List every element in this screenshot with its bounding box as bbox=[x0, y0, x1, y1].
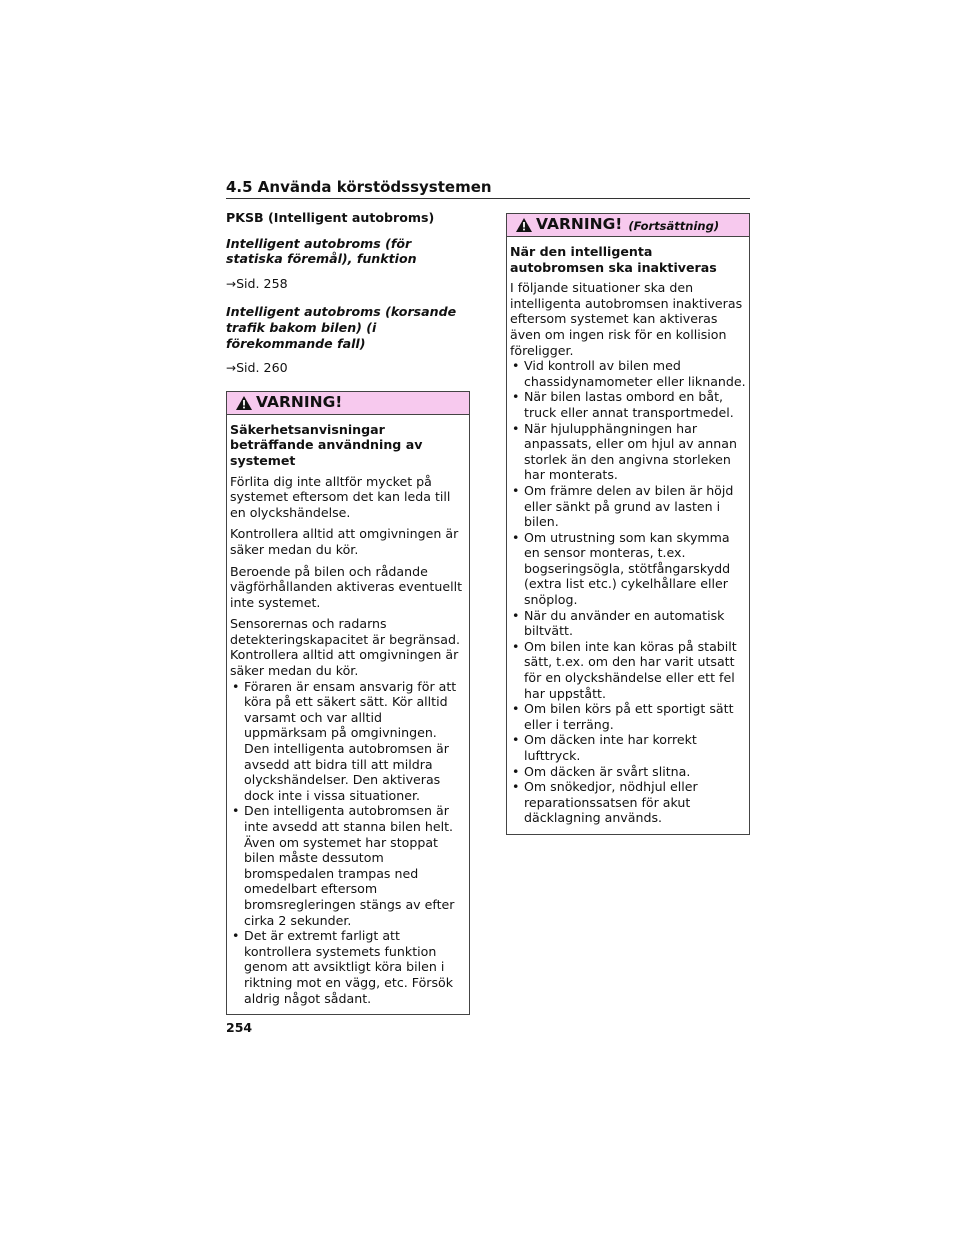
bullet-icon: • bbox=[512, 389, 520, 405]
arrow-right-icon: → bbox=[226, 361, 237, 376]
bullet-icon: • bbox=[232, 803, 240, 819]
list-item: • Om däcken är svårt slitna. bbox=[512, 763, 691, 779]
right-column bbox=[506, 213, 750, 835]
feature-title-static: Intelligent autobroms (för statiska föremål), funktion bbox=[226, 235, 417, 267]
feature-title-cross-traffic: Intelligent autobroms (korsande trafik bakom bilen) (i förekommande fall) bbox=[226, 304, 457, 351]
bullet-icon: • bbox=[512, 358, 520, 374]
list-item: • När bilen lastas ombord en båt, truck eller annat transportmedel. bbox=[512, 389, 734, 420]
bullet-icon: • bbox=[232, 928, 240, 944]
warning-box bbox=[226, 391, 470, 1015]
bullet-icon: • bbox=[512, 638, 520, 654]
bullet-icon: • bbox=[512, 607, 520, 623]
list-item: • Om utrustning som kan skymma en sensor monteras, t.ex. bogseringsögla, stötfångarskydd (extra list etc.) cykelhållare eller snöplog. bbox=[512, 529, 731, 608]
warning-triangle-icon bbox=[235, 395, 253, 411]
left-column bbox=[226, 210, 470, 1015]
section-header: 4.5 Använda körstödssystemen bbox=[226, 178, 750, 199]
list-item: • Om bilen körs på ett sportigt sätt eller i terräng. bbox=[512, 701, 734, 732]
warning-bullet-list bbox=[510, 358, 746, 826]
warning-box-continued bbox=[506, 213, 750, 835]
warning-paragraph: Sensorernas och radarns detekteringskapacitet är begränsad. Kontrollera alltid att omgivningen är säker medan du kör. bbox=[230, 616, 460, 679]
bullet-icon: • bbox=[512, 529, 520, 545]
page-reference[interactable] bbox=[226, 276, 470, 293]
list-item: • När hjulupphängningen har anpassats, eller om hjul av annan storlek än den angivna storleken har monterats. bbox=[512, 420, 737, 483]
list-item: • När du använder en automatisk biltvätt. bbox=[512, 607, 725, 639]
warning-body bbox=[227, 415, 469, 1014]
warning-paragraph: Beroende på bilen och rådande vägförhållanden aktiveras eventuellt inte systemet. bbox=[230, 563, 463, 610]
bullet-icon: • bbox=[512, 482, 520, 498]
warning-label: VARNING! bbox=[256, 392, 343, 411]
page-reference-text: Sid. 260 bbox=[236, 360, 288, 376]
warning-bullet-list bbox=[230, 679, 466, 1006]
list-item: • Föraren är ensam ansvarig för att köra på ett säkert sätt. Kör alltid varsamt och var alltid uppmärksam på omgivningen. Den intelligenta autobromsen är avsedd att bidra till att mildra olyckshändelser. Den aktiveras dock inte i vissa situationer. bbox=[232, 678, 457, 803]
bullet-icon: • bbox=[232, 678, 240, 694]
list-item: • Den intelligenta autobromsen är inte avsedd att stanna bilen helt. Även om systemet har stoppat bilen måste dessutom bromspedalen trampas ned omedelbart eftersom bromsregleringen stängs av efter cirka 2 sekunder. bbox=[232, 803, 455, 928]
warning-paragraph: Förlita dig inte alltför mycket på systemet eftersom det kan leda till en olyckshändelse. bbox=[230, 473, 451, 520]
warning-paragraph: Kontrollera alltid att omgivningen är säker medan du kör. bbox=[230, 526, 459, 557]
bullet-icon: • bbox=[512, 763, 520, 779]
list-item: • Om däcken inte har korrekt lufttryck. bbox=[512, 732, 697, 763]
list-item: • Om snökedjor, nödhjul eller reparationssatsen för akut däcklagning används. bbox=[512, 779, 698, 826]
warning-subtitle: Säkerhetsanvisningar beträffande användning av systemet bbox=[230, 421, 423, 468]
warning-triangle-icon bbox=[515, 217, 533, 233]
warning-label: VARNING! bbox=[536, 215, 623, 234]
bullet-icon: • bbox=[512, 732, 520, 748]
arrow-right-icon: → bbox=[226, 276, 237, 291]
warning-header bbox=[507, 214, 749, 237]
list-item: • Det är extremt farligt att kontrollera systemets funktion genom att avsiktligt köra bilen i riktning mot en vägg, etc. Försök aldrig något sådant. bbox=[232, 928, 454, 1006]
list-item: • Om bilen inte kan köras på stabilt sätt, t.ex. om den har varit utsatt för en olyckshändelse eller ett fel har uppstått. bbox=[512, 638, 737, 701]
continued-label: (Fortsättning) bbox=[628, 218, 720, 233]
page-title: PKSB (Intelligent autobroms) bbox=[226, 210, 435, 225]
page-reference[interactable] bbox=[226, 360, 470, 377]
list-item: • Vid kontroll av bilen med chassidynamometer eller liknande. bbox=[512, 358, 746, 389]
page-reference-text: Sid. 258 bbox=[236, 275, 288, 291]
warning-paragraph: I följande situationer ska den intelligenta autobromsen inaktiveras eftersom systemet kan aktiveras även om ingen risk för en kollision föreligger. bbox=[510, 280, 743, 358]
page-number: 254 bbox=[226, 1020, 253, 1035]
warning-body bbox=[507, 237, 749, 834]
bullet-icon: • bbox=[512, 701, 520, 717]
list-item: • Om främre delen av bilen är höjd eller sänkt på grund av lasten i bilen. bbox=[512, 482, 734, 530]
bullet-icon: • bbox=[512, 420, 520, 436]
warning-header bbox=[227, 392, 469, 415]
warning-subtitle: När den intelligenta autobromsen ska inaktiveras bbox=[510, 244, 717, 275]
bullet-icon: • bbox=[512, 779, 520, 795]
